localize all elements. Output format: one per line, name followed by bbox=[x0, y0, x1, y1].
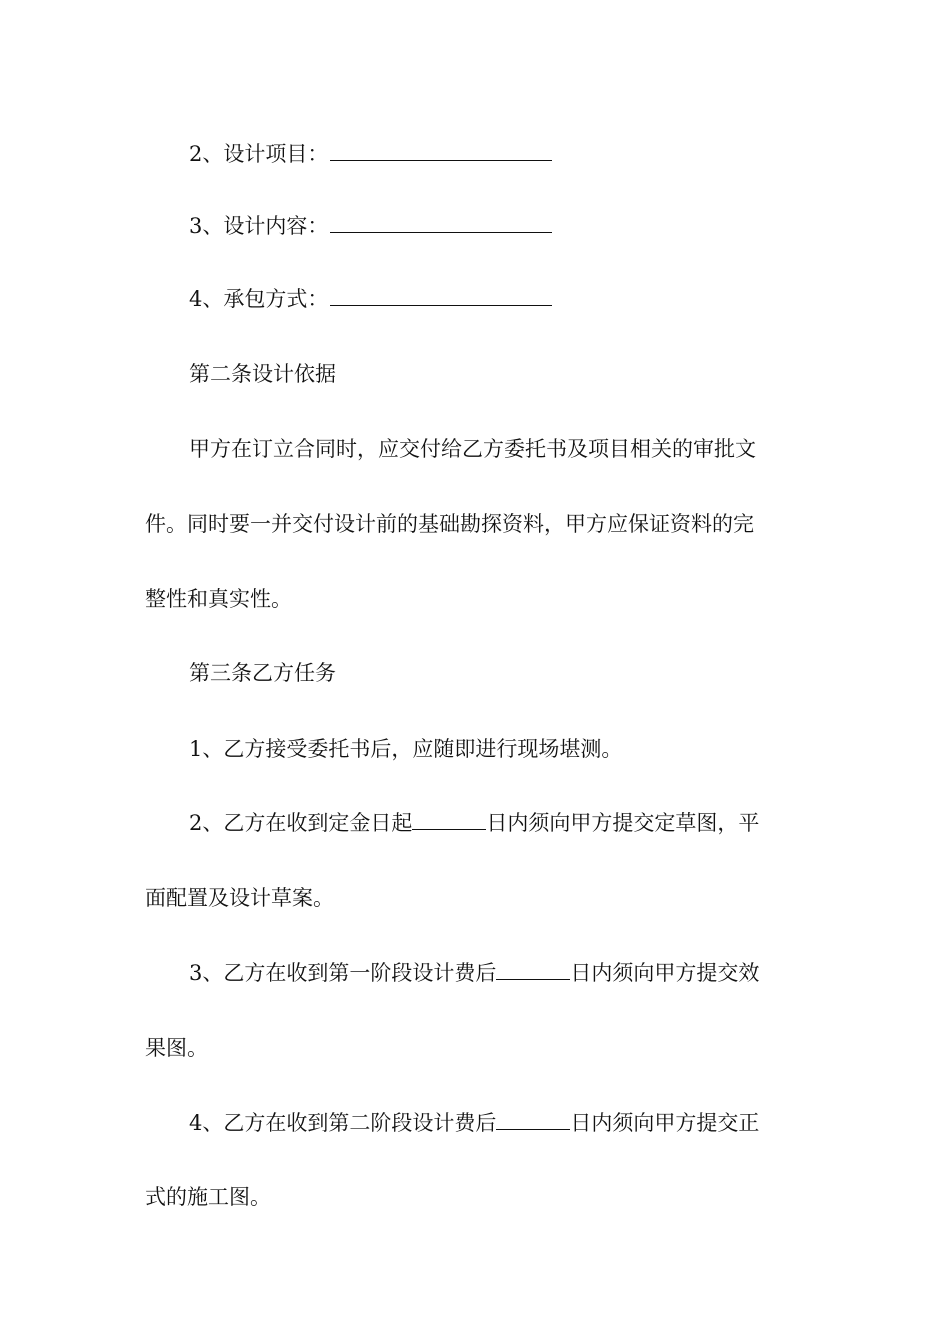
task-item-2-line-2: 面配置及设计草案。 bbox=[145, 886, 334, 910]
design-content-line bbox=[189, 211, 839, 241]
design-content-label: 3、设计内容： bbox=[189, 214, 329, 238]
task-item-3-days-blank bbox=[496, 959, 570, 980]
task-item-4-prefix: 4、乙方在收到第二阶段设计费后 bbox=[189, 1111, 497, 1135]
article-two-paragraph-line-1: 甲方在订立合同时，应交付给乙方委托书及项目相关的审批文 bbox=[189, 437, 756, 461]
task-item-3-line-1 bbox=[189, 958, 839, 988]
design-content-blank bbox=[330, 212, 552, 233]
contract-method-label: 4、承包方式： bbox=[189, 287, 329, 311]
task-item-4-line-2: 式的施工图。 bbox=[145, 1185, 271, 1209]
task-item-3-prefix: 3、乙方在收到第一阶段设计费后 bbox=[189, 961, 497, 985]
task-item-3-suffix: 日内须向甲方提交效 bbox=[570, 961, 760, 985]
design-project-label: 2、设计项目： bbox=[189, 142, 329, 166]
task-item-2-line-1 bbox=[189, 808, 839, 838]
design-project-blank bbox=[330, 140, 552, 161]
task-item-4-days-blank bbox=[496, 1109, 570, 1130]
contract-method-line bbox=[189, 284, 839, 314]
task-item-2-suffix: 日内须向甲方提交定草图，平 bbox=[486, 811, 760, 835]
task-item-3-line-2: 果图。 bbox=[145, 1036, 208, 1060]
task-item-1: 1、乙方接受委托书后，应随即进行现场堪测。 bbox=[189, 737, 623, 761]
article-two-paragraph-line-3: 整性和真实性。 bbox=[145, 587, 292, 611]
task-item-2-days-blank bbox=[412, 809, 486, 830]
article-two-paragraph-line-2: 件。同时要一并交付设计前的基础勘探资料，甲方应保证资料的完 bbox=[145, 512, 754, 536]
design-project-line bbox=[189, 139, 839, 169]
task-item-4-line-1 bbox=[189, 1108, 839, 1138]
contract-method-blank bbox=[330, 285, 552, 306]
article-two-heading: 第二条设计依据 bbox=[189, 362, 336, 386]
task-item-2-prefix: 2、乙方在收到定金日起 bbox=[189, 811, 413, 835]
task-item-4-suffix: 日内须向甲方提交正 bbox=[570, 1111, 760, 1135]
article-three-heading: 第三条乙方任务 bbox=[189, 661, 336, 685]
